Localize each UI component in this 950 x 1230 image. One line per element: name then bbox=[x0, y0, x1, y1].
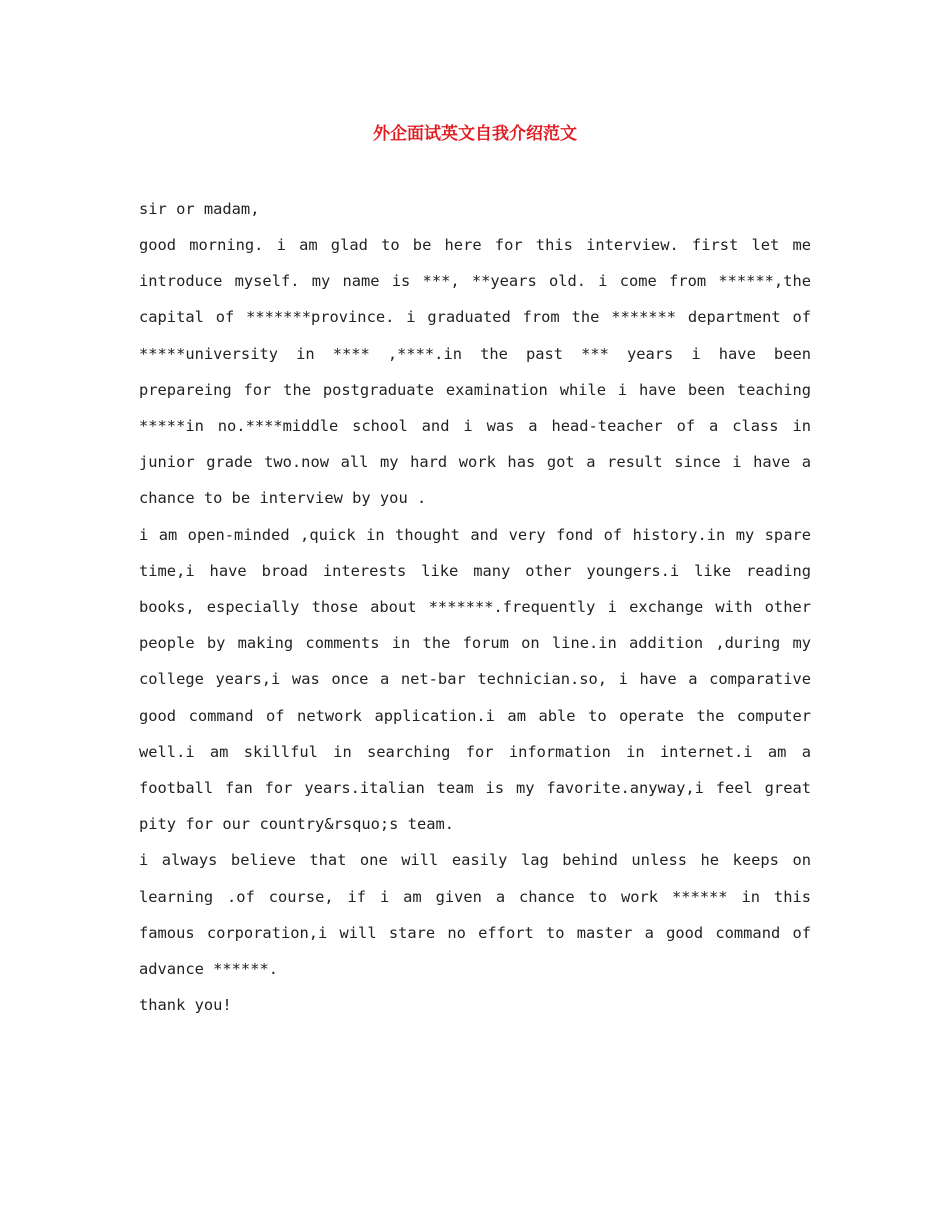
closing-line: thank you! bbox=[139, 996, 232, 1015]
paragraph-introduction: good morning. i am glad to be here for this interview. first let me introduce myself. my name is ***, **years old. i come from ******,the capital of *******province. i graduated from the ******* department of *****university in **** ,****.in the past *** years i have been prepareing for the postgraduate examination while i have been teaching *****in no.****middle school and i was a head-teacher of a class in junior grade two.now all my hard work has got a result since i have a chance to be interview by you . bbox=[139, 236, 811, 508]
document-body bbox=[139, 194, 811, 1020]
paragraph-interests: i am open-minded ,quick in thought and very fond of history.in my spare time,i have broad interests like many other youngers.i like reading books, especially those about *******.frequently i exchange with other people by making comments in the forum on line.in addition ,during my college years,i was once a net-bar technician.so, i have a comparative good command of network application.i am able to operate the computer well.i am skillful in searching for information in internet.i am a football fan for years.italian team is my favorite.anyway,i feel great pity for our country&rsquo;s team. bbox=[139, 525, 811, 834]
document-title: 外企面试英文自我介绍范文 bbox=[373, 124, 577, 144]
greeting-line: sir or madam, bbox=[139, 200, 260, 218]
paragraph-goals: i always believe that one will easily lag behind unless he keeps on learning .of course, if i am given a chance to work ****** in this famous corporation,i will stare no effort to master a good command of advance ******. bbox=[139, 851, 811, 979]
